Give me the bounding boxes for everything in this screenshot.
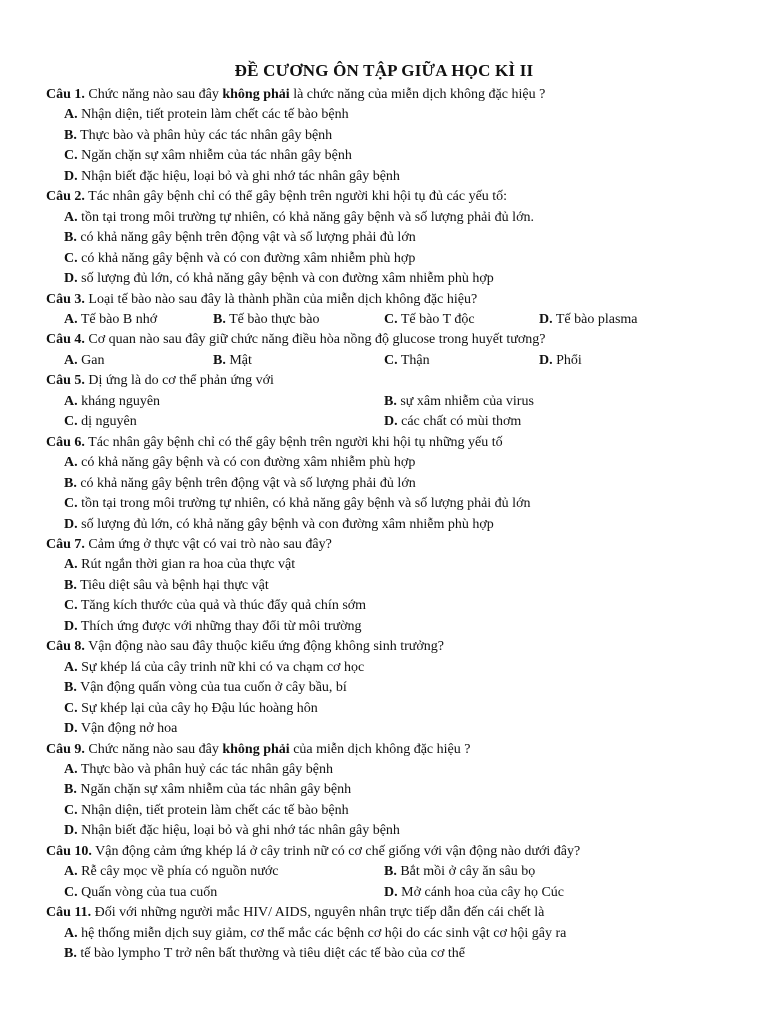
option-letter: A.	[64, 557, 78, 573]
option-text: tồn tại trong môi trường tự nhiên, có khả năng gây bệnh và số lượng phải đủ lớn	[77, 496, 531, 512]
option-text: Sự khép lại của cây họ Đậu lúc hoàng hôn	[77, 700, 318, 716]
answer-option	[46, 780, 746, 800]
answer-option-row	[46, 310, 746, 330]
option-text: Tế bào thực bào	[225, 311, 320, 327]
option-text: Phổi	[552, 352, 582, 368]
question-number: Câu 4.	[46, 332, 85, 348]
answer-option	[213, 310, 384, 330]
answer-option	[64, 392, 384, 412]
question-text: Tác nhân gây bệnh chỉ có thể gây bệnh trên người khi hội tụ những yếu tố	[84, 434, 503, 450]
option-text: Ngăn chặn sự xâm nhiễm của tác nhân gây bệnh	[76, 782, 352, 798]
question-stem	[46, 535, 746, 555]
answer-option	[46, 719, 746, 739]
question-stem	[46, 433, 746, 453]
answer-option	[64, 310, 213, 330]
question-item	[46, 637, 746, 739]
option-letter: C.	[64, 884, 78, 900]
answer-option	[46, 105, 746, 125]
option-letter: A.	[64, 761, 78, 777]
option-letter: B.	[213, 311, 226, 327]
option-letter: A.	[64, 393, 78, 409]
question-text: Vận động nào sau đây thuộc kiểu ứng động không sinh trưởng?	[84, 639, 444, 655]
option-text: Tế bào plasma	[552, 311, 638, 327]
question-stem	[46, 187, 746, 207]
option-letter: B.	[64, 680, 77, 696]
answer-option	[46, 821, 746, 841]
option-text: Rút ngắn thời gian ra hoa của thực vật	[77, 557, 296, 573]
question-item	[46, 290, 746, 331]
option-text: Tăng kích thước của quả và thúc đẩy quả chín sớm	[77, 598, 367, 614]
option-letter: C.	[64, 250, 78, 266]
question-number: Câu 10.	[46, 843, 92, 859]
answer-option	[64, 351, 213, 371]
question-text: Dị ứng là do cơ thể phản ứng với	[84, 373, 274, 389]
question-item	[46, 85, 746, 187]
question-stem	[46, 637, 746, 657]
answer-option	[46, 453, 746, 473]
option-letter: B.	[64, 782, 77, 798]
option-text: Sự khép lá của cây trinh nữ khi có va chạm cơ học	[77, 659, 365, 675]
option-text: Bắt mồi ở cây ăn sâu bọ	[396, 864, 536, 880]
option-letter: C.	[384, 352, 398, 368]
option-letter: C.	[384, 311, 398, 327]
option-text: dị nguyên	[77, 414, 137, 430]
answer-option	[46, 494, 746, 514]
answer-option	[539, 310, 739, 330]
answer-option	[46, 167, 746, 187]
answer-option-row	[46, 412, 746, 432]
answer-option	[64, 412, 384, 432]
answer-option	[384, 412, 724, 432]
answer-option	[46, 208, 746, 228]
question-item	[46, 535, 746, 637]
question-number: Câu 8.	[46, 639, 85, 655]
question-text: Vận động cảm ứng khép lá ở cây trinh nữ có cơ chế giống với vận động nào dưới đây?	[91, 843, 581, 859]
option-text: Nhận biết đặc hiệu, loại bỏ và ghi nhớ tác nhân gây bệnh	[77, 823, 400, 839]
answer-option-row	[46, 862, 746, 882]
question-stem	[46, 85, 746, 105]
answer-option-row	[46, 351, 746, 371]
option-letter: B.	[384, 393, 397, 409]
option-letter: C.	[64, 598, 78, 614]
option-text: Nhận biết đặc hiệu, loại bỏ và ghi nhớ tác nhân gây bệnh	[77, 168, 400, 184]
option-text: có khả năng gây bệnh trên động vật và số lượng phải đủ lớn	[76, 475, 416, 491]
answer-option	[46, 126, 746, 146]
option-letter: C.	[64, 496, 78, 512]
question-number: Câu 1.	[46, 87, 85, 102]
answer-option	[46, 678, 746, 698]
question-text: Cảm ứng ở thực vật có vai trò nào sau đây?	[84, 536, 332, 552]
question-item	[46, 740, 746, 842]
question-text: Loại tế bào nào sau đây là thành phần của miễn dịch không đặc hiệu?	[84, 291, 478, 307]
option-letter: D.	[384, 414, 398, 430]
question-emphasis: không phải	[222, 741, 290, 757]
answer-option	[384, 862, 724, 882]
answer-option	[46, 515, 746, 535]
question-stem	[46, 371, 746, 391]
option-letter: A.	[64, 925, 78, 941]
option-letter: A.	[64, 455, 78, 471]
question-item	[46, 903, 746, 964]
option-text: Thực bào và phân hủy các tác nhân gây bệnh	[76, 127, 333, 143]
option-text: số lượng đủ lớn, có khả năng gây bệnh và con đường xâm nhiễm phù hợp	[77, 271, 494, 287]
option-letter: D.	[64, 168, 78, 184]
answer-option	[64, 862, 384, 882]
option-letter: A.	[64, 107, 78, 123]
option-letter: D.	[64, 721, 78, 737]
option-text: Ngăn chặn sự xâm nhiễm của tác nhân gây bệnh	[77, 148, 352, 164]
answer-option	[46, 801, 746, 821]
option-text: Tiêu diệt sâu và bệnh hại thực vật	[76, 577, 269, 593]
question-stem	[46, 842, 746, 862]
option-letter: B.	[64, 230, 77, 246]
option-text: Thích ứng được với những thay đổi từ môi trường	[77, 618, 362, 634]
option-letter: D.	[64, 271, 78, 287]
answer-option	[46, 146, 746, 166]
answer-option-row	[46, 883, 746, 903]
answer-option-row	[46, 392, 746, 412]
question-stem	[46, 903, 746, 923]
question-stem	[46, 330, 746, 350]
option-letter: A.	[64, 311, 78, 327]
option-letter: B.	[64, 946, 77, 962]
answer-option	[46, 555, 746, 575]
question-stem	[46, 740, 746, 760]
option-letter: B.	[64, 127, 77, 143]
option-text: Rễ cây mọc về phía có nguồn nước	[77, 864, 279, 880]
option-letter: B.	[384, 864, 397, 880]
option-letter: D.	[539, 352, 553, 368]
answer-option	[213, 351, 384, 371]
question-number: Câu 6.	[46, 434, 85, 450]
option-letter: A.	[64, 659, 78, 675]
option-letter: A.	[64, 352, 78, 368]
answer-option	[46, 596, 746, 616]
answer-option	[539, 351, 739, 371]
option-text: Mật	[225, 352, 252, 368]
answer-option	[384, 310, 539, 330]
question-text: Đối với những người mắc HIV/ AIDS, nguyên nhân trực tiếp dẫn đến cái chết là	[91, 905, 545, 921]
question-item	[46, 371, 746, 432]
option-text: kháng nguyên	[77, 393, 161, 409]
option-letter: D.	[64, 618, 78, 634]
option-letter: C.	[64, 148, 78, 164]
question-text: Chức năng nào sau đây	[84, 87, 223, 102]
option-text: Mở cánh hoa của cây họ Cúc	[397, 884, 565, 900]
option-letter: C.	[64, 700, 78, 716]
option-letter: B.	[64, 577, 77, 593]
document-title: ĐỀ CƯƠNG ÔN TẬP GIỮA HỌC KÌ II	[234, 61, 534, 80]
answer-option	[46, 760, 746, 780]
answer-option	[46, 249, 746, 269]
option-text: số lượng đủ lớn, có khả năng gây bệnh và con đường xâm nhiễm phù hợp	[77, 516, 494, 532]
question-text: Chức năng nào sau đây	[84, 741, 223, 757]
option-letter: B.	[213, 352, 226, 368]
option-text: sự xâm nhiễm của virus	[396, 393, 534, 409]
question-text: Tác nhân gây bệnh chỉ có thể gây bệnh trên người khi hội tụ đủ các yếu tố:	[84, 189, 508, 205]
answer-option	[384, 351, 539, 371]
answer-option	[384, 392, 724, 412]
question-number: Câu 11.	[46, 905, 92, 921]
option-text: hệ thống miễn dịch suy giảm, cơ thể mắc các bệnh cơ hội do các sinh vật cơ hội gây ra	[77, 925, 567, 941]
question-stem	[46, 290, 746, 310]
question-text: là chức năng của miễn dịch không đặc hiệu ?	[289, 87, 546, 102]
option-text: có khả năng gây bệnh và có con đường xâm nhiễm phù hợp	[77, 455, 416, 471]
question-emphasis: không phải	[222, 87, 290, 102]
answer-option	[46, 474, 746, 494]
option-text: Gan	[77, 352, 105, 368]
answer-option	[46, 658, 746, 678]
question-text: Cơ quan nào sau đây giữ chức năng điều hòa nồng độ glucose trong huyết tương?	[84, 332, 546, 348]
option-text: có khả năng gây bệnh trên động vật và số lượng phải đủ lớn	[76, 230, 416, 246]
option-text: Thận	[397, 352, 430, 368]
question-item	[46, 842, 746, 903]
answer-option	[46, 617, 746, 637]
option-text: Nhận diện, tiết protein làm chết các tế bào bệnh	[77, 107, 349, 123]
option-text: Vận động nở hoa	[77, 721, 178, 737]
option-text: có khả năng gây bệnh và có con đường xâm nhiễm phù hợp	[77, 250, 416, 266]
option-letter: A.	[64, 209, 78, 225]
option-text: các chất có mùi thơm	[397, 414, 522, 430]
option-letter: B.	[64, 475, 77, 491]
option-text: tế bào lympho T trở nên bất thường và tiêu diệt các tế bào của cơ thể	[76, 946, 465, 962]
question-number: Câu 2.	[46, 189, 85, 205]
option-text: Tế bào B nhớ	[77, 311, 158, 327]
question-number: Câu 7.	[46, 536, 85, 552]
answer-option	[46, 269, 746, 289]
answer-option	[46, 576, 746, 596]
answer-option	[46, 924, 746, 944]
question-list	[46, 85, 746, 964]
question-number: Câu 3.	[46, 291, 85, 307]
option-text: Nhận diện, tiết protein làm chết các tế bào bệnh	[77, 802, 349, 818]
option-text: Vận động quấn vòng của tua cuốn ở cây bầu, bí	[76, 680, 347, 696]
option-text: Quấn vòng của tua cuốn	[77, 884, 218, 900]
option-letter: C.	[64, 802, 78, 818]
option-letter: D.	[384, 884, 398, 900]
option-text: Tế bào T độc	[397, 311, 475, 327]
question-item	[46, 433, 746, 535]
option-letter: C.	[64, 414, 78, 430]
answer-option	[64, 883, 384, 903]
answer-option	[46, 699, 746, 719]
option-letter: A.	[64, 864, 78, 880]
question-number: Câu 5.	[46, 373, 85, 389]
option-text: Thực bào và phân huỷ các tác nhân gây bệnh	[77, 761, 333, 777]
question-item	[46, 187, 746, 289]
option-letter: D.	[64, 823, 78, 839]
answer-option	[46, 228, 746, 248]
option-letter: D.	[539, 311, 553, 327]
question-item	[46, 330, 746, 371]
answer-option	[384, 883, 724, 903]
question-number: Câu 9.	[46, 741, 85, 757]
answer-option	[46, 944, 746, 964]
question-text: của miễn dịch không đặc hiệu ?	[289, 741, 471, 757]
option-text: tồn tại trong môi trường tự nhiên, có khả năng gây bệnh và số lượng phải đủ lớn.	[77, 209, 534, 225]
option-letter: D.	[64, 516, 78, 532]
